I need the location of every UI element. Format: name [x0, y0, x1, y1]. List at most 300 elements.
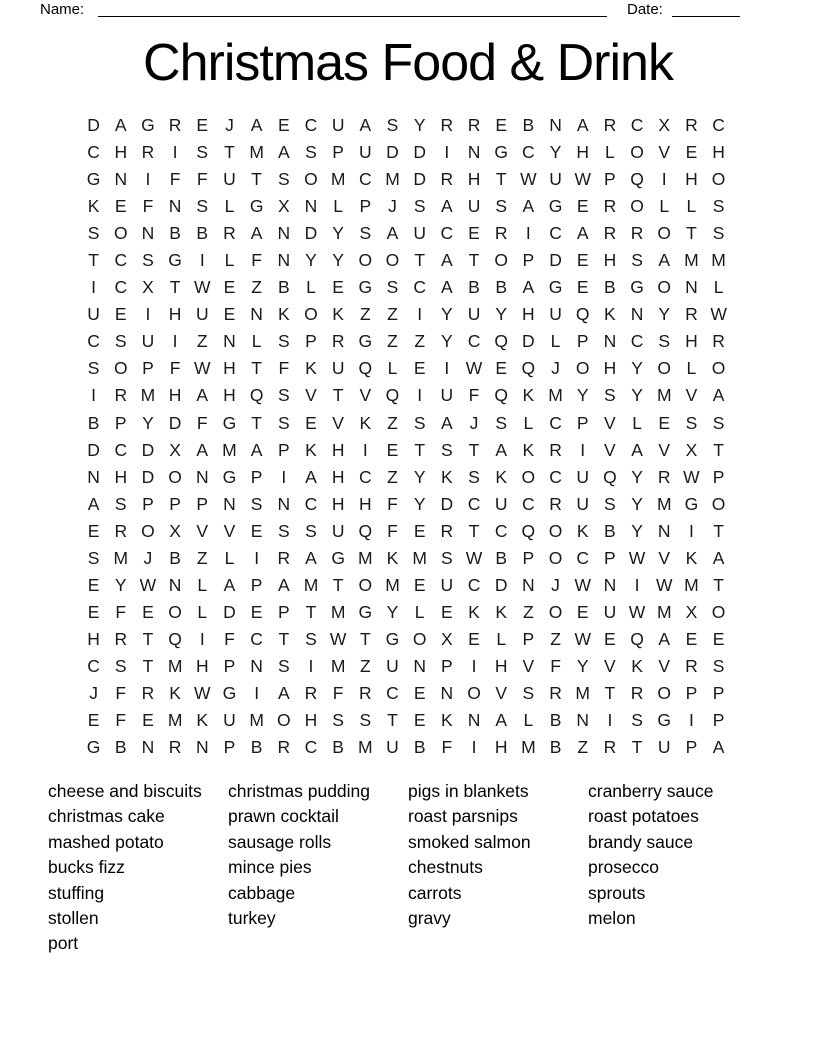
grid-cell: P: [359, 196, 372, 217]
grid-cell: Y: [413, 493, 426, 514]
grid-cell: N: [195, 466, 209, 487]
grid-cell: R: [277, 737, 291, 758]
grid-cell: D: [87, 439, 100, 460]
grid-cell: N: [141, 737, 155, 758]
grid-cell: N: [195, 737, 209, 758]
grid-cell: C: [522, 493, 535, 514]
grid-cell: B: [413, 737, 426, 758]
grid-cell: K: [685, 547, 698, 568]
grid-cell: T: [251, 169, 262, 190]
grid-cell: I: [172, 331, 178, 352]
grid-cell: P: [685, 737, 698, 758]
grid-cell: I: [661, 169, 667, 190]
grid-cell: B: [196, 223, 209, 244]
grid-cell: O: [412, 628, 427, 649]
grid-cell: Y: [631, 385, 643, 406]
grid-cell: C: [630, 115, 644, 136]
grid-cell: E: [87, 710, 100, 731]
grid-cell: N: [549, 115, 562, 136]
grid-cell: F: [115, 683, 127, 703]
grid-cell: E: [87, 520, 100, 541]
grid-cell: Q: [521, 520, 536, 541]
grid-cell: E: [576, 277, 589, 298]
grid-cell: G: [141, 115, 155, 136]
grid-cell: A: [712, 547, 725, 568]
grid-cell: F: [115, 710, 127, 731]
grid-cell: R: [168, 115, 182, 136]
word-list-item: christmas cake: [48, 806, 165, 827]
grid-cell: R: [603, 196, 617, 217]
grid-cell: C: [359, 466, 372, 487]
grid-cell: P: [142, 493, 154, 514]
grid-cell: A: [522, 196, 535, 217]
grid-cell: P: [142, 358, 154, 379]
grid-cell: C: [549, 412, 562, 433]
grid-cell: C: [250, 628, 263, 649]
grid-cell: I: [91, 277, 97, 298]
grid-cell: V: [604, 439, 616, 460]
grid-cell: M: [113, 547, 129, 568]
grid-cell: R: [685, 304, 698, 325]
grid-cell: R: [304, 683, 318, 703]
grid-cell: K: [359, 412, 372, 433]
grid-cell: F: [332, 683, 344, 703]
grid-cell: R: [685, 655, 698, 676]
grid-cell: D: [141, 439, 155, 460]
grid-cell: Y: [332, 223, 344, 244]
word-list-item: port: [48, 933, 79, 954]
grid-cell: Y: [631, 493, 643, 514]
grid-cell: B: [250, 737, 263, 758]
grid-cell: C: [712, 115, 725, 136]
word-list-item: bucks fizz: [48, 857, 125, 878]
grid-cell: E: [223, 277, 236, 298]
grid-cell: C: [114, 277, 128, 298]
grid-cell: N: [603, 331, 617, 352]
word-list-column: [228, 779, 408, 957]
grid-cell: W: [683, 466, 700, 487]
grid-cell: F: [142, 196, 154, 217]
grid-cell: J: [143, 547, 153, 568]
grid-cell: F: [196, 412, 208, 433]
grid-cell: I: [254, 683, 260, 703]
grid-cell: B: [114, 737, 127, 758]
grid-cell: Y: [441, 331, 453, 352]
grid-cell: S: [468, 466, 480, 487]
grid-cell: A: [114, 115, 127, 136]
grid-cell: P: [305, 331, 317, 352]
grid-cell: G: [249, 196, 264, 217]
grid-cell: O: [657, 223, 672, 244]
grid-cell: E: [250, 520, 263, 541]
grid-cell: C: [304, 737, 318, 758]
grid-cell: X: [142, 277, 154, 298]
grid-cell: W: [329, 628, 347, 649]
grid-cell: O: [358, 250, 373, 271]
name-fill-in-line: [98, 16, 607, 17]
grid-cell: R: [277, 547, 291, 568]
grid-cell: Q: [575, 304, 590, 325]
grid-cell: N: [467, 710, 481, 731]
grid-cell: D: [223, 601, 236, 622]
grid-cell: L: [523, 710, 534, 731]
grid-cell: N: [277, 223, 291, 244]
grid-cell: R: [141, 683, 155, 703]
grid-cell: U: [603, 601, 617, 622]
grid-cell: A: [441, 250, 453, 271]
grid-cell: I: [688, 520, 694, 541]
grid-cell: T: [713, 439, 724, 460]
grid-cell: P: [169, 493, 181, 514]
grid-cell: U: [467, 196, 481, 217]
grid-cell: P: [685, 683, 698, 703]
grid-cell: A: [196, 439, 209, 460]
grid-cell: P: [441, 655, 453, 676]
grid-cell: K: [576, 520, 589, 541]
grid-cell: N: [250, 655, 263, 676]
grid-cell: H: [223, 358, 236, 379]
grid-cell: X: [658, 115, 671, 136]
grid-cell: A: [441, 196, 453, 217]
grid-cell: G: [548, 277, 563, 298]
grid-cell: J: [551, 358, 560, 379]
grid-cell: K: [441, 710, 453, 731]
grid-cell: C: [304, 115, 318, 136]
grid-cell: S: [413, 412, 426, 433]
grid-cell: Q: [168, 628, 182, 649]
grid-cell: S: [114, 655, 127, 676]
grid-cell: W: [628, 601, 646, 622]
grid-cell: H: [494, 655, 508, 676]
grid-cell: S: [712, 655, 725, 676]
grid-cell: G: [86, 169, 101, 190]
date-label: Date:: [627, 1, 663, 18]
grid-cell: I: [172, 142, 178, 163]
grid-cell: L: [387, 358, 398, 379]
grid-cell: S: [114, 331, 127, 352]
word-list-item: christmas pudding: [228, 781, 371, 801]
grid-cell: L: [550, 331, 561, 352]
grid-cell: T: [142, 628, 154, 649]
grid-cell: M: [548, 385, 563, 406]
grid-cell: W: [574, 574, 591, 595]
grid-cell: Y: [142, 412, 154, 433]
grid-cell: K: [305, 358, 317, 379]
grid-cell: U: [331, 358, 345, 379]
grid-cell: V: [196, 520, 209, 541]
grid-cell: Z: [387, 466, 398, 487]
grid-cell: G: [630, 277, 644, 298]
grid-cell: F: [224, 628, 235, 649]
grid-cell: N: [250, 304, 263, 325]
grid-cell: A: [305, 547, 317, 568]
grid-cell: G: [494, 142, 508, 163]
grid-cell: X: [441, 628, 453, 649]
grid-cell: X: [169, 439, 181, 460]
grid-cell: S: [332, 710, 344, 731]
grid-cell: Q: [630, 169, 644, 190]
grid-cell: U: [386, 737, 399, 758]
grid-cell: W: [520, 169, 537, 190]
grid-cell: U: [87, 304, 100, 325]
grid-cell: H: [494, 737, 508, 758]
word-list-item: stollen: [48, 908, 99, 929]
grid-cell: F: [550, 655, 561, 676]
grid-cell: E: [658, 412, 671, 433]
grid-cell: D: [413, 142, 426, 163]
grid-cell: S: [712, 196, 725, 217]
grid-cell: A: [522, 277, 535, 298]
grid-cell: J: [388, 196, 397, 217]
grid-cell: F: [251, 250, 262, 271]
grid-cell: I: [145, 169, 151, 190]
grid-cell: M: [249, 142, 264, 163]
grid-cell: O: [657, 358, 672, 379]
grid-cell: E: [223, 304, 236, 325]
grid-cell: U: [576, 493, 590, 514]
word-list-item: roast potatoes: [588, 806, 699, 827]
grid-cell: Z: [196, 547, 208, 568]
grid-cell: S: [712, 412, 725, 433]
grid-cell: S: [658, 331, 671, 352]
grid-cell: H: [331, 466, 345, 487]
grid-cell: Y: [658, 304, 671, 325]
grid-cell: H: [168, 304, 182, 325]
grid-cell: A: [441, 412, 453, 433]
word-list-column: [48, 779, 228, 957]
grid-cell: G: [548, 196, 563, 217]
grid-cell: R: [359, 683, 372, 703]
grid-cell: E: [495, 358, 508, 379]
grid-cell: S: [386, 115, 399, 136]
grid-cell: U: [440, 385, 454, 406]
grid-cell: O: [711, 601, 726, 622]
grid-cell: Z: [359, 655, 371, 676]
grid-cell: C: [549, 223, 562, 244]
grid-cell: E: [250, 601, 263, 622]
grid-cell: D: [87, 115, 100, 136]
grid-cell: Z: [387, 412, 398, 433]
grid-cell: V: [658, 547, 671, 568]
grid-cell: U: [359, 142, 372, 163]
grid-cell: B: [522, 115, 535, 136]
grid-cell: S: [305, 628, 317, 649]
grid-cell: F: [115, 601, 127, 622]
grid-cell: E: [87, 574, 100, 595]
grid-cell: N: [223, 331, 236, 352]
grid-cell: P: [712, 466, 725, 487]
word-list-item: roast parsnips: [408, 806, 518, 827]
grid-cell: T: [468, 520, 480, 541]
word-list-item: brandy sauce: [588, 831, 694, 852]
grid-cell: G: [385, 628, 400, 649]
grid-cell: M: [385, 574, 400, 595]
grid-cell: N: [440, 683, 454, 703]
grid-cell: I: [91, 385, 97, 406]
grid-cell: V: [658, 439, 671, 460]
grid-cell: H: [712, 142, 725, 163]
grid-cell: O: [521, 466, 536, 487]
grid-cell: E: [576, 601, 589, 622]
grid-cell: W: [574, 628, 591, 649]
grid-cell: K: [604, 304, 616, 325]
word-list-item: mince pies: [228, 857, 312, 878]
grid-cell: S: [196, 142, 209, 163]
grid-cell: K: [522, 439, 535, 460]
grid-cell: O: [575, 358, 590, 379]
grid-cell: Z: [523, 601, 534, 622]
word-list-item: sausage rolls: [228, 831, 332, 852]
grid-cell: T: [468, 250, 480, 271]
grid-cell: V: [658, 655, 671, 676]
grid-cell: T: [305, 601, 317, 622]
grid-cell: Z: [550, 628, 561, 649]
grid-cell: M: [140, 385, 156, 406]
grid-cell: N: [576, 710, 590, 731]
grid-cell: Q: [630, 628, 644, 649]
grid-cell: U: [195, 304, 209, 325]
grid-cell: O: [711, 358, 726, 379]
grid-cell: H: [168, 385, 182, 406]
grid-cell: W: [194, 277, 211, 298]
grid-cell: M: [330, 169, 346, 190]
grid-cell: O: [630, 196, 644, 217]
grid-cell: B: [169, 547, 181, 568]
grid-cell: A: [277, 142, 290, 163]
grid-cell: S: [386, 277, 399, 298]
grid-cell: A: [441, 277, 453, 298]
grid-cell: F: [387, 520, 398, 541]
grid-cell: Y: [441, 304, 453, 325]
grid-cell: P: [522, 547, 535, 568]
grid-cell: F: [278, 358, 290, 379]
grid-cell: R: [657, 466, 671, 487]
grid-cell: L: [632, 412, 642, 433]
grid-cell: C: [630, 331, 644, 352]
grid-cell: Z: [577, 737, 589, 758]
grid-cell: Q: [358, 520, 373, 541]
grid-cell: U: [223, 169, 236, 190]
grid-cell: S: [359, 710, 372, 731]
grid-cell: Y: [631, 466, 643, 487]
grid-cell: C: [522, 142, 535, 163]
grid-cell: R: [603, 737, 617, 758]
grid-cell: Z: [414, 331, 426, 352]
grid-cell: E: [114, 196, 127, 217]
grid-cell: Q: [385, 385, 400, 406]
grid-cell: T: [169, 277, 181, 298]
grid-cell: S: [87, 358, 100, 379]
grid-cell: A: [277, 683, 290, 703]
grid-cell: B: [604, 277, 616, 298]
grid-cell: C: [494, 520, 508, 541]
grid-cell: C: [87, 331, 100, 352]
grid-cell: O: [711, 493, 726, 514]
word-list-item: prawn cocktail: [228, 806, 339, 827]
grid-cell: T: [686, 223, 697, 244]
grid-cell: G: [222, 466, 237, 487]
word-list-item: gravy: [408, 908, 451, 929]
grid-cell: R: [331, 331, 345, 352]
grid-cell: P: [250, 466, 263, 487]
grid-cell: B: [549, 737, 562, 758]
grid-cell: A: [87, 493, 100, 514]
grid-cell: O: [168, 601, 182, 622]
grid-cell: D: [522, 331, 535, 352]
grid-cell: M: [656, 601, 672, 622]
grid-cell: M: [249, 710, 264, 731]
grid-cell: I: [199, 628, 205, 649]
grid-cell: E: [142, 710, 154, 731]
grid-cell: T: [495, 169, 507, 190]
grid-cell: B: [495, 277, 508, 298]
grid-cell: L: [224, 196, 235, 217]
grid-cell: W: [628, 547, 646, 568]
grid-cell: A: [495, 439, 508, 460]
grid-cell: U: [440, 574, 454, 595]
grid-cell: J: [225, 115, 234, 136]
grid-cell: U: [549, 169, 562, 190]
grid-cell: M: [358, 547, 373, 568]
grid-cell: E: [332, 277, 344, 298]
grid-cell: P: [604, 169, 616, 190]
grid-cell: K: [305, 439, 317, 460]
grid-cell: G: [657, 710, 672, 731]
grid-cell: K: [631, 655, 643, 676]
grid-cell: N: [630, 304, 644, 325]
grid-cell: D: [304, 223, 318, 244]
grid-cell: Z: [387, 304, 398, 325]
word-list-item: stuffing: [48, 882, 105, 903]
grid-cell: K: [522, 385, 535, 406]
grid-cell: S: [413, 196, 426, 217]
grid-cell: H: [87, 628, 100, 649]
grid-cell: X: [277, 196, 290, 217]
grid-cell: K: [87, 196, 100, 217]
grid-cell: W: [465, 358, 483, 379]
grid-cell: A: [495, 710, 508, 731]
grid-cell: W: [194, 358, 211, 379]
grid-cell: F: [169, 169, 181, 190]
grid-cell: T: [387, 710, 398, 731]
grid-cell: S: [631, 250, 643, 271]
grid-cell: V: [604, 412, 616, 433]
grid-cell: J: [551, 574, 560, 595]
grid-cell: S: [305, 520, 317, 541]
grid-cell: R: [223, 223, 236, 244]
grid-cell: U: [141, 331, 155, 352]
grid-cell: Z: [359, 304, 371, 325]
grid-cell: Y: [332, 250, 344, 271]
grid-cell: I: [362, 439, 368, 460]
grid-cell: S: [277, 385, 290, 406]
grid-cell: I: [281, 466, 287, 487]
grid-cell: P: [332, 142, 344, 163]
grid-cell: D: [386, 142, 399, 163]
grid-cell: L: [306, 277, 316, 298]
grid-cell: R: [603, 115, 617, 136]
grid-cell: S: [522, 683, 535, 703]
grid-cell: S: [495, 196, 508, 217]
grid-cell: M: [684, 250, 699, 271]
grid-cell: R: [440, 169, 454, 190]
grid-cell: A: [576, 115, 589, 136]
grid-cell: W: [655, 574, 673, 595]
grid-cell: K: [495, 466, 508, 487]
grid-cell: H: [603, 250, 617, 271]
grid-cell: S: [87, 547, 100, 568]
grid-cell: R: [630, 223, 644, 244]
